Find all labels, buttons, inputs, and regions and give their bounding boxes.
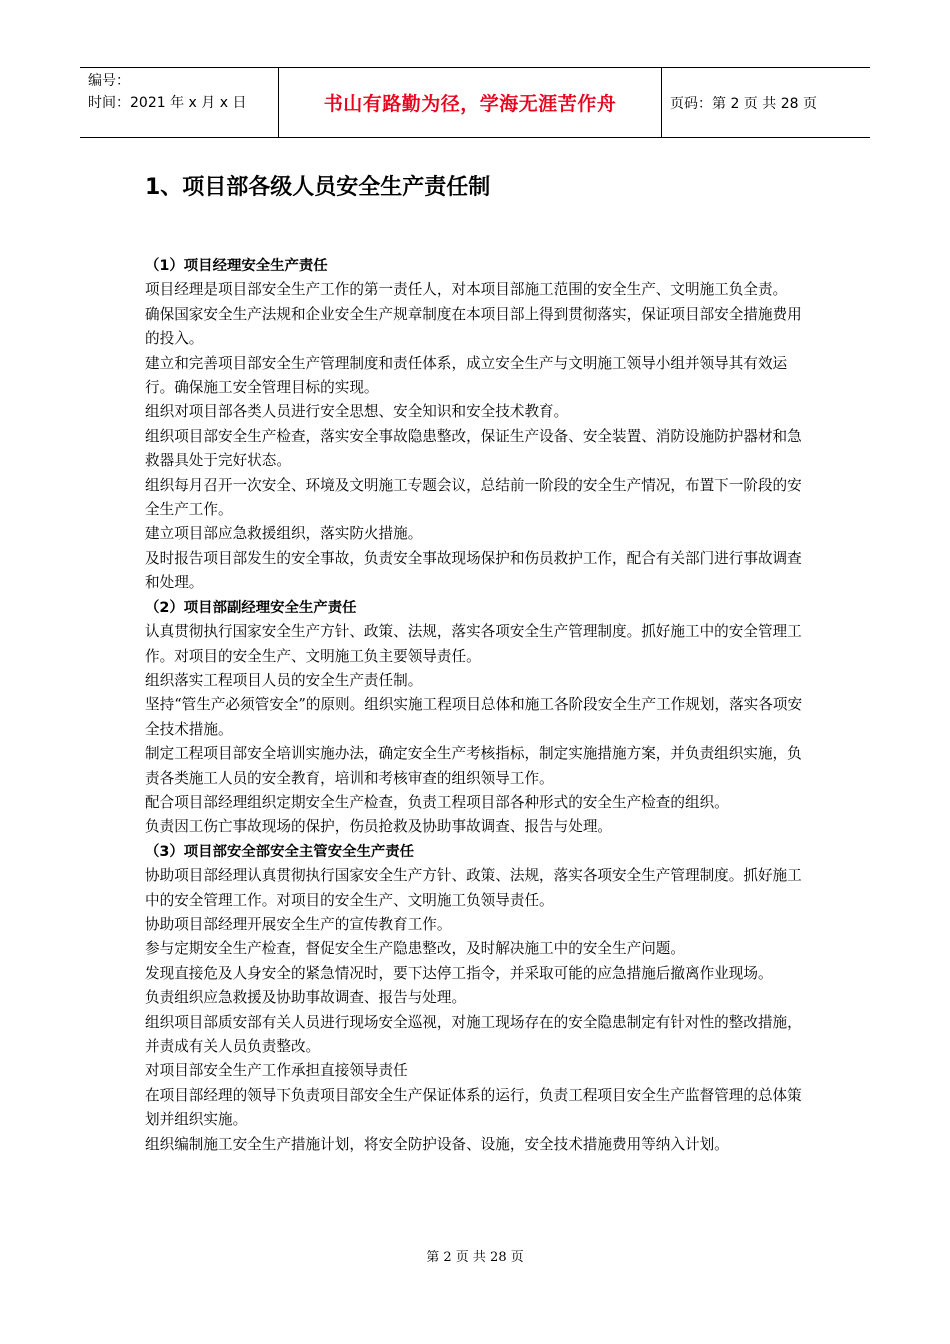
body-paragraph: 组织项目部质安部有关人员进行现场安全巡视，对施工现场存在的安全隐患制定有针对性的整改措施，并责成有关人员负责整改。 (145, 1013, 802, 1055)
document-title: 1、项目部各级人员安全生产责任制 (145, 175, 491, 200)
body-paragraph: 组织每月召开一次安全、环境及文明施工专题会议，总结前一阶段的安全生产情况，布置下一阶段的安全生产工作。 (145, 476, 802, 519)
number-label: 编号： (88, 73, 130, 89)
body-paragraph: 建立项目部应急救援组织，落实防火措施。 (145, 525, 423, 543)
body-paragraph: 组织落实工程项目人员的安全生产责任制。 (145, 671, 423, 689)
document-body (145, 254, 810, 1157)
body-paragraph: 在项目部经理的领导下负责项目部安全生产保证体系的运行，负责工程项目安全生产监督管理的总体策划并组织实施。 (145, 1086, 802, 1129)
section-heading: （1）项目经理安全生产责任 (145, 258, 328, 274)
header-divider (278, 68, 279, 137)
body-paragraph: 配合项目部经理组织定期安全生产检查，负责工程项目部各种形式的安全生产检查的组织。 (145, 793, 729, 811)
header-motto: 书山有路勤为径，学海无涯苦作舟 (323, 93, 617, 115)
body-paragraph: 对项目部安全生产工作承担直接领导责任 (145, 1062, 408, 1080)
time-label: 时间：2021 年 x 月 x 日 (88, 95, 247, 111)
header-divider (661, 68, 662, 137)
body-paragraph: 协助项目部经理开展安全生产的宣传教育工作。 (145, 915, 452, 933)
body-paragraph: 负责因工伤亡事故现场的保护，伤员抢救及协助事故调查、报告与处理。 (145, 818, 613, 836)
section-heading: （2）项目部副经理安全生产责任 (145, 599, 357, 616)
body-paragraph: 制定工程项目部安全培训实施办法，确定安全生产考核指标，制定实施措施方案，并负责组织实施，负责各类施工人员的安全教育，培训和考核审查的组织领导工作。 (145, 745, 802, 787)
body-paragraph: 及时报告项目部发生的安全事故，负责安全事故现场保护和伤员救护工作，配合有关部门进行事故调查和处理。 (145, 549, 802, 592)
body-paragraph: 确保国家安全生产法规和企业安全生产规章制度在本项目部上得到贯彻落实，保证项目部安全措施费用的投入。 (145, 305, 802, 348)
body-paragraph: 组织对项目部各类人员进行安全思想、安全知识和安全技术教育。 (145, 403, 569, 421)
body-paragraph: 组织项目部安全生产检查，落实安全事故隐患整改，保证生产设备、安全装置、消防设施防护器材和急救器具处于完好状态。 (145, 427, 802, 470)
header-page-info: 页码：第 2 页 共 28 页 (670, 95, 817, 112)
page-footer: 第 2 页 共 28 页 (426, 1250, 524, 1265)
page-header (80, 67, 870, 138)
header-meta (88, 70, 278, 114)
body-paragraph: 协助项目部经理认真贯彻执行国家安全生产方针、政策、法规，落实各项安全生产管理制度。抓好施工中的安全管理工作。对项目的安全生产、文明施工负领导责任。 (145, 867, 802, 909)
body-paragraph: 认真贯彻执行国家安全生产方针、政策、法规，落实各项安全生产管理制度。抓好施工中的安全管理工作。对项目的安全生产、文明施工负主要领导责任。 (145, 623, 802, 665)
body-paragraph: 负责组织应急救援及协助事故调查、报告与处理。 (145, 989, 467, 1007)
body-paragraph: 发现直接危及人身安全的紧急情况时，要下达停工指令，并采取可能的应急措施后撤离作业现场。 (145, 964, 773, 982)
section-heading: （3）项目部安全部安全主管安全生产责任 (145, 843, 415, 860)
body-paragraph: 组织编制施工安全生产措施计划，将安全防护设备、设施，安全技术措施费用等纳入计划。 (145, 1135, 729, 1153)
body-paragraph: 坚持“管生产必须管安全”的原则。组织实施工程项目总体和施工各阶段安全生产工作规划，落实各项安全技术措施。 (145, 696, 803, 738)
body-paragraph: 项目经理是项目部安全生产工作的第一责任人，对本项目部施工范围的安全生产、文明施工负全责。 (145, 281, 788, 299)
body-paragraph: 参与定期安全生产检查，督促安全生产隐患整改，及时解决施工中的安全生产问题。 (145, 940, 685, 958)
body-paragraph: 建立和完善项目部安全生产管理制度和责任体系，成立安全生产与文明施工领导小组并领导其有效运行。确保施工安全管理目标的实现。 (145, 354, 788, 397)
